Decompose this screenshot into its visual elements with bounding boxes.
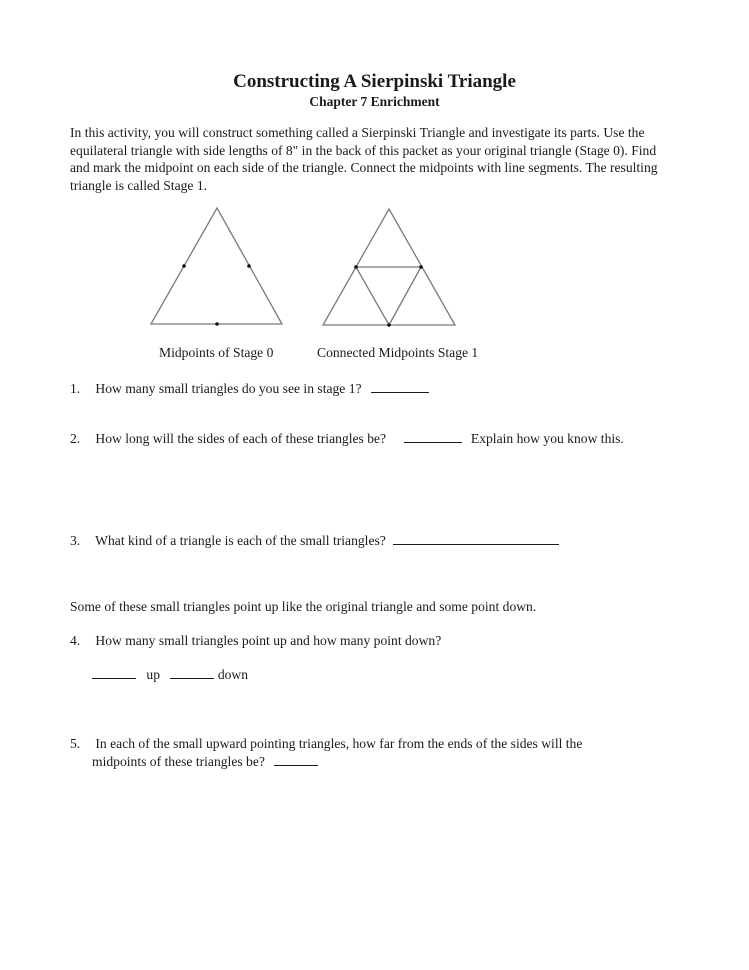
question-number: 5. bbox=[70, 736, 81, 751]
question-followup: Explain how you know this. bbox=[470, 431, 624, 446]
midpoint-bottom bbox=[387, 323, 391, 327]
answer-blank[interactable] bbox=[274, 753, 318, 766]
note-text: Some of these small triangles point up like the original triangle and some point down. bbox=[70, 599, 537, 614]
question-number: 3. bbox=[70, 533, 81, 548]
question-5 bbox=[70, 735, 582, 770]
question-text: How many small triangles do you see in stage 1? bbox=[95, 381, 362, 396]
stage-1-triangle bbox=[323, 209, 455, 327]
question-3 bbox=[70, 532, 559, 550]
answer-blank[interactable] bbox=[371, 380, 429, 393]
down-label: down bbox=[217, 667, 249, 682]
question-text-line-2: midpoints of these triangles be? bbox=[92, 753, 265, 769]
question-number: 4. bbox=[70, 633, 81, 648]
midpoint-left bbox=[182, 264, 186, 268]
midpoint-right bbox=[247, 264, 251, 268]
intro-paragraph: In this activity, you will construct something called a Sierpinski Triangle and investigate its parts. Use the equilateral triangle with side lengths of 8" in the back of this packet as your original triangle (Stage 0). Find and mark the midpoint on each side of the triangle. Connect the midpoints with line segments. The resulting triangle is called Stage 1. bbox=[70, 125, 658, 193]
question-4 bbox=[70, 632, 441, 650]
midpoint-left bbox=[354, 265, 358, 269]
question-1 bbox=[70, 380, 429, 398]
question-text-line-2-wrap bbox=[70, 753, 582, 771]
down-count-blank[interactable] bbox=[170, 666, 214, 679]
stage-0-triangle bbox=[151, 208, 282, 326]
question-text: What kind of a triangle is each of the small triangles? bbox=[95, 533, 386, 548]
up-label: up bbox=[146, 667, 160, 682]
midpoint-right bbox=[419, 265, 423, 269]
question-2 bbox=[70, 430, 624, 448]
page-subtitle: Chapter 7 Enrichment bbox=[309, 94, 440, 109]
question-text-line-1: In each of the small upward pointing triangles, how far from the ends of the sides will the bbox=[95, 736, 583, 751]
page-title: Constructing A Sierpinski Triangle bbox=[233, 71, 516, 92]
question-4-answers bbox=[92, 666, 248, 684]
question-number: 2. bbox=[70, 431, 81, 446]
answer-blank[interactable] bbox=[393, 532, 559, 545]
up-count-blank[interactable] bbox=[92, 666, 136, 679]
stage-0-caption: Midpoints of Stage 0 bbox=[159, 345, 274, 360]
midpoint-bottom bbox=[215, 322, 219, 326]
answer-blank[interactable] bbox=[404, 430, 462, 443]
question-text: How many small triangles point up and how many point down? bbox=[95, 633, 442, 648]
stage-1-caption: Connected Midpoints Stage 1 bbox=[317, 345, 479, 360]
question-text: How long will the sides of each of these triangles be? bbox=[95, 431, 387, 446]
question-number: 1. bbox=[70, 381, 81, 396]
